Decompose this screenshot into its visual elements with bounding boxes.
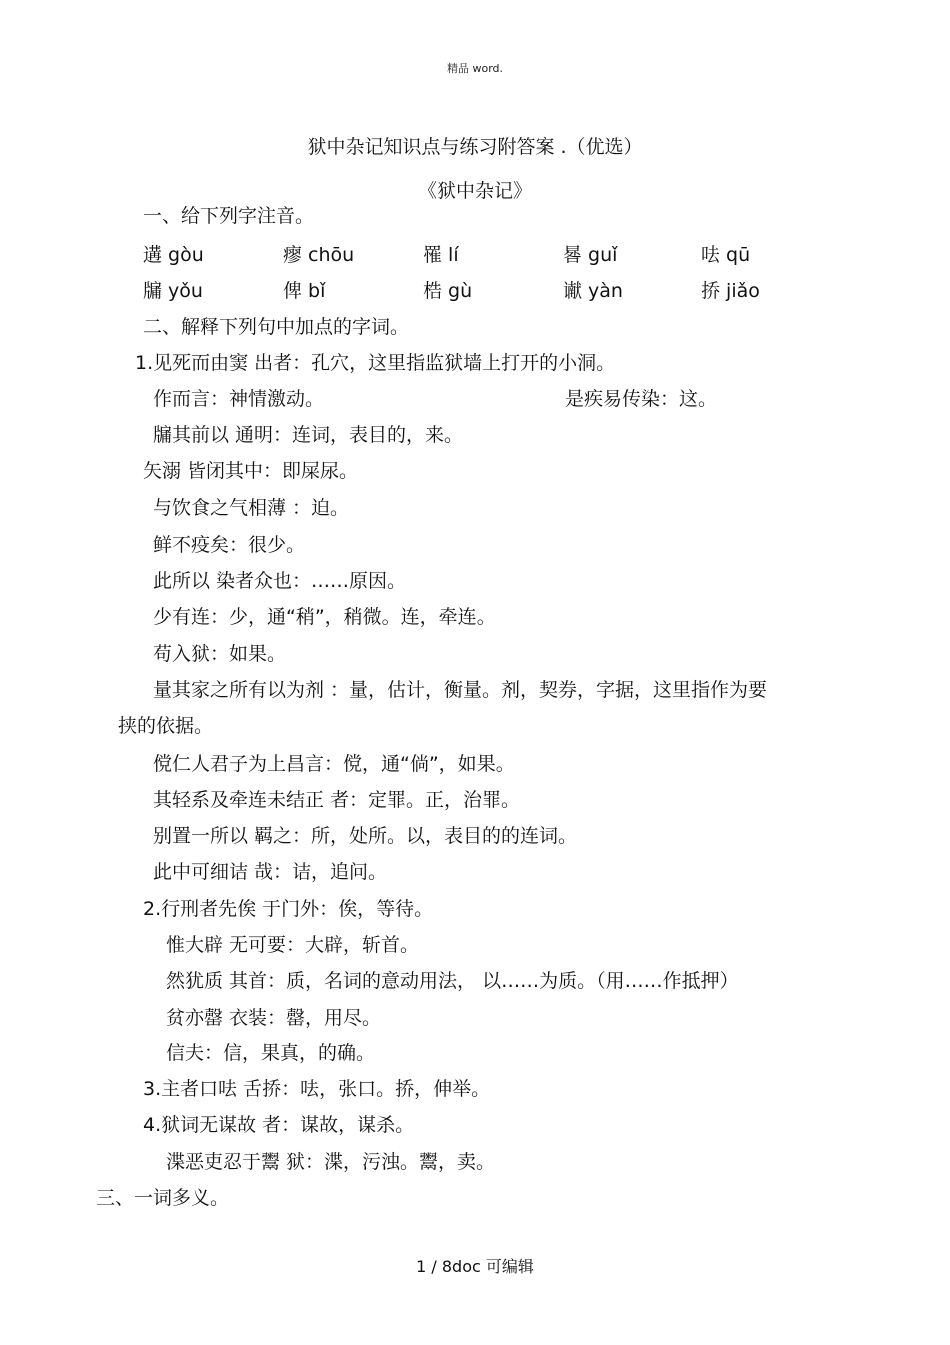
explanation-line: 牖其前以 通明：连词，表目的，来。 (153, 424, 464, 446)
explanation-line: 2.行刑者先俟 于门外：俟，等待。 (143, 898, 434, 920)
explanation-line: 然犹质 其首：质，名词的意动用法， 以……为质。（用……作抵押） (166, 970, 739, 992)
section-heading-1: 一、给下列字注音。 (143, 205, 315, 227)
explanation-line: 信夫：信，果真，的确。 (166, 1042, 376, 1064)
pinyin-item: 遘 gòu (143, 244, 204, 266)
section-heading-3: 三、一词多义。 (96, 1187, 230, 1209)
explanation-line: 3.主者口呿 舌挢：呿，张口。挢，伸举。 (143, 1078, 491, 1100)
explanation-line: 别置一所以 羁之：所，处所。以，表目的的连词。 (153, 825, 578, 847)
page-footer: 1 / 8doc 可编辑 (416, 1257, 534, 1276)
explanation-line: 少有连：少，通“稍”，稍微。连，牵连。 (153, 606, 496, 628)
explanation-line: 量其家之所有以为剂 ：量，估计，衡量。剂，契券，字据，这里指作为要 (153, 679, 768, 701)
explanation-line: 1.见死而由窦 出者：孔穴，这里指监狱墙上打开的小洞。 (135, 352, 616, 374)
pinyin-item: 罹 lí (423, 244, 459, 266)
explanation-line: 挟的依据。 (118, 715, 214, 737)
explanation-line: 贫亦罄 衣装：罄，用尽。 (166, 1007, 382, 1029)
explanation-line: 作而言：神情激动。 (153, 388, 325, 410)
pinyin-item: 晷 guǐ (563, 244, 618, 266)
explanation-line: 傥仁人君子为上昌言：傥，通“倘”，如果。 (153, 753, 515, 775)
pinyin-item: 呿 qū (701, 244, 751, 266)
explanation-line: 渫恶吏忍于鬻 狱：渫，污浊。鬻，卖。 (166, 1151, 496, 1173)
pinyin-item: 梏 gù (423, 280, 473, 302)
explanation-line: 是疾易传染：这。 (565, 388, 718, 410)
explanation-line: 鲜不疫矣：很少。 (153, 534, 306, 556)
document-title: 狱中杂记知识点与练习附答案 .（优选） (307, 136, 643, 158)
explanation-line: 与饮食之气相薄 ：迫。 (153, 497, 350, 519)
explanation-line: 惟大辟 无可要：大辟，斩首。 (166, 934, 420, 956)
page-header: 精品 word. (446, 62, 504, 75)
document-subtitle: 《狱中杂记》 (417, 180, 532, 202)
pinyin-item: 牖 yǒu (143, 280, 203, 302)
pinyin-item: 俾 bǐ (283, 280, 326, 302)
explanation-line: 此所以 染者众也：……原因。 (153, 570, 407, 592)
explanation-line: 4.狱词无谋故 者：谋故，谋杀。 (143, 1114, 415, 1136)
explanation-line: 苟入狱：如果。 (153, 643, 287, 665)
explanation-line: 其轻系及牵连未结正 者：定罪。正，治罪。 (153, 789, 521, 811)
explanation-line: 此中可细诘 哉：诘，追问。 (153, 861, 388, 883)
pinyin-item: 谳 yàn (563, 280, 623, 302)
pinyin-item: 瘳 chōu (283, 244, 355, 266)
pinyin-item: 挢 jiǎo (701, 280, 760, 302)
explanation-line: 矢溺 皆闭其中：即屎尿。 (143, 460, 359, 482)
section-heading-2: 二、解释下列句中加点的字词。 (143, 316, 410, 338)
